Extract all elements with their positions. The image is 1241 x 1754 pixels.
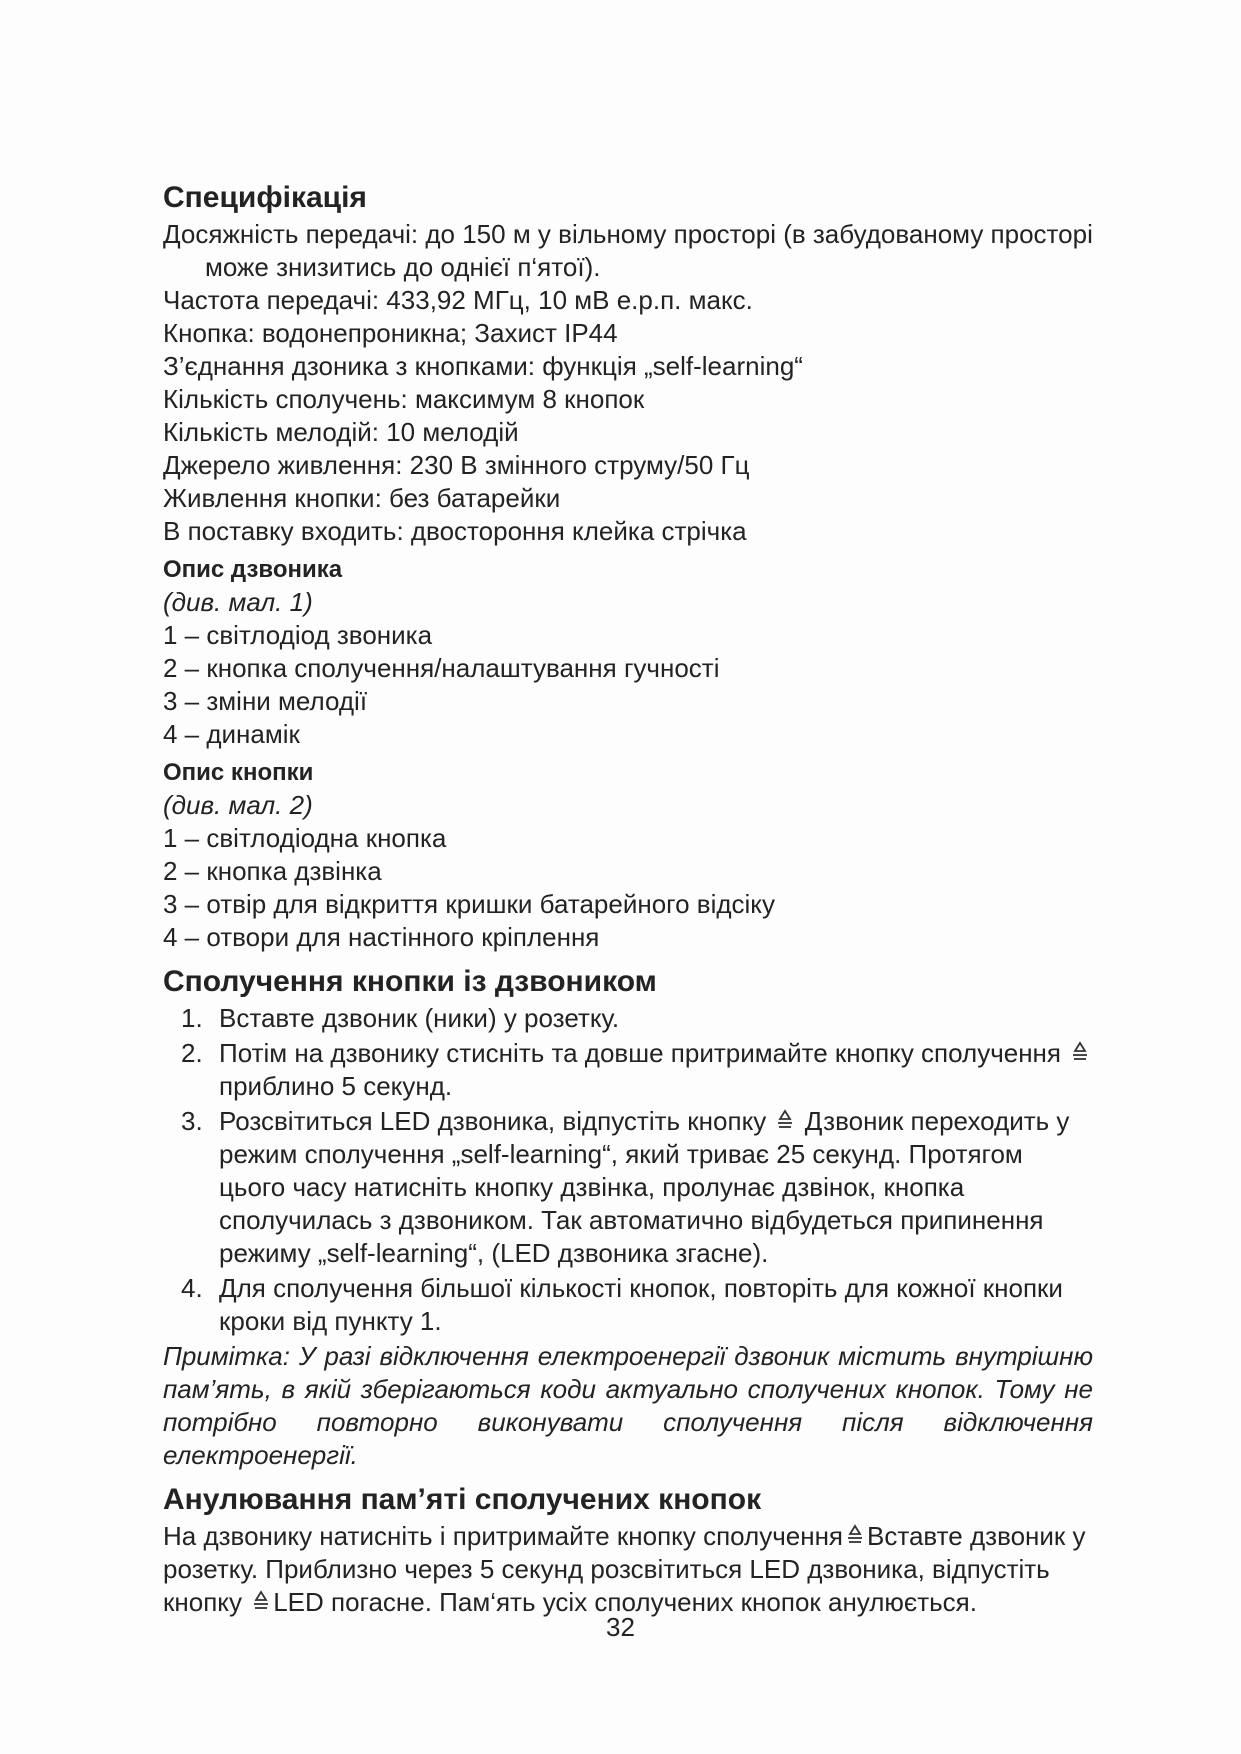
step-number: 4. [181,1273,203,1303]
reset-text [163,1520,1093,1619]
bell-desc-item: 4 – динамік [163,719,300,749]
step-text: Розсвітиться LED дзвоника, відпустіть кнопку [219,1106,767,1136]
spec-line: Живлення кнопки: без батарейки [163,483,561,513]
pairing-step [163,1105,1093,1270]
pairing-note: Примітка: У разі відключення електроенергії дзвоник містить внутрішню пам’ять, в якій зберігаються коди актуально сполучених кнопок. Тому не потрібно повторно виконувати сполучення після відключення електроенергії. [163,1341,1093,1470]
step-text: Потім на дзвонику стисніть та довше притримайте кнопку сполучення [219,1038,1061,1068]
spec-title: Специфікація [163,181,367,214]
page-number: 32 [606,1612,635,1642]
spec-line: Кнопка: водонепроникна; Захист IP44 [163,318,618,348]
pairing-step [163,1272,1093,1338]
reset-title: Анулювання пам’яті сполучених кнопок [163,1483,762,1516]
bell-desc-item: 2 – кнопка сполучення/налаштування гучності [163,653,720,683]
bell-pair-icon [1070,1040,1090,1064]
spec-line: Кількість сполучень: максимум 8 кнопок [163,384,645,414]
reset-text-part: LED погасне. Пам‘ять усіх сполучених кнопок анулюється. [273,1587,977,1617]
step-number: 3. [181,1106,203,1136]
pairing-steps [163,1002,1093,1338]
step-text: приблино 5 секунд. [219,1071,453,1101]
button-desc-title: Опис кнопки [163,759,314,786]
step-number: 2. [181,1038,203,1068]
reset-text-part: Вставте дзвоник у розетку. Приблизно через 5 секунд розсвітиться LED дзвоника, відпустіть кнопку [163,1521,1086,1617]
spec-line: Джерело живлення: 230 В змінного струму/50 Гц [163,450,750,480]
step-text: Дзвоник переходить у режим сполучення „self-learning“, який триває 25 секунд. Протягом цього часу натисніть кнопку дзвінка, пролунає дзвінок, кнопка сполучилась з дзвоником. Так автоматично відбудеться припинення режиму „self-learning“, (LED дзвоника згасне). [219,1106,1070,1268]
step-text: Для сполучення більшої кількості кнопок, повторіть для кожної кнопки кроки від пункту 1. [219,1273,1063,1336]
pairing-title: Сполучення кнопки із дзвоником [163,965,657,998]
bell-desc-title: Опис дзвоника [163,556,343,583]
pairing-step [163,1037,1093,1103]
button-desc-item: 3 – отвір для відкриття кришки батарейного відсіку [163,889,775,919]
spec-line: Кількість мелодій: 10 мелодій [163,417,519,447]
reset-text-part: На дзвонику натисніть і притримайте кнопку сполучення [163,1521,844,1551]
bell-pair-icon [845,1523,865,1547]
spec-line: Частота передачі: 433,92 МГц, 10 мВ е.р.п. макс. [163,285,753,315]
bell-pair-icon [775,1108,795,1132]
step-number: 1. [181,1003,203,1033]
button-desc-ref: (див. мал. 2) [163,790,313,820]
bell-desc-item: 3 – зміни мелодії [163,686,368,716]
pairing-step [163,1002,1093,1035]
step-text: Вставте дзвоник (ники) у розетку. [219,1003,620,1033]
bell-desc-item: 1 – світлодіод звоника [163,620,433,650]
button-desc-item: 4 – отвори для настінного кріплення [163,922,600,952]
spec-line: В поставку входить: двостороння клейка стрічка [163,516,747,546]
manual-page [163,178,1093,1619]
bell-pair-icon [251,1589,271,1613]
button-desc-item: 1 – світлодіодна кнопка [163,823,447,853]
button-desc-item: 2 – кнопка дзвінка [163,856,382,886]
spec-line: З’єднання дзоника з кнопками: функція „self-learning“ [163,351,803,381]
spec-line: Досяжність передачі: до 150 м у вільному просторі (в забудованому просторі може знизитись до однієї п‘ятої). [163,219,1093,282]
bell-desc-ref: (див. мал. 1) [163,587,313,617]
